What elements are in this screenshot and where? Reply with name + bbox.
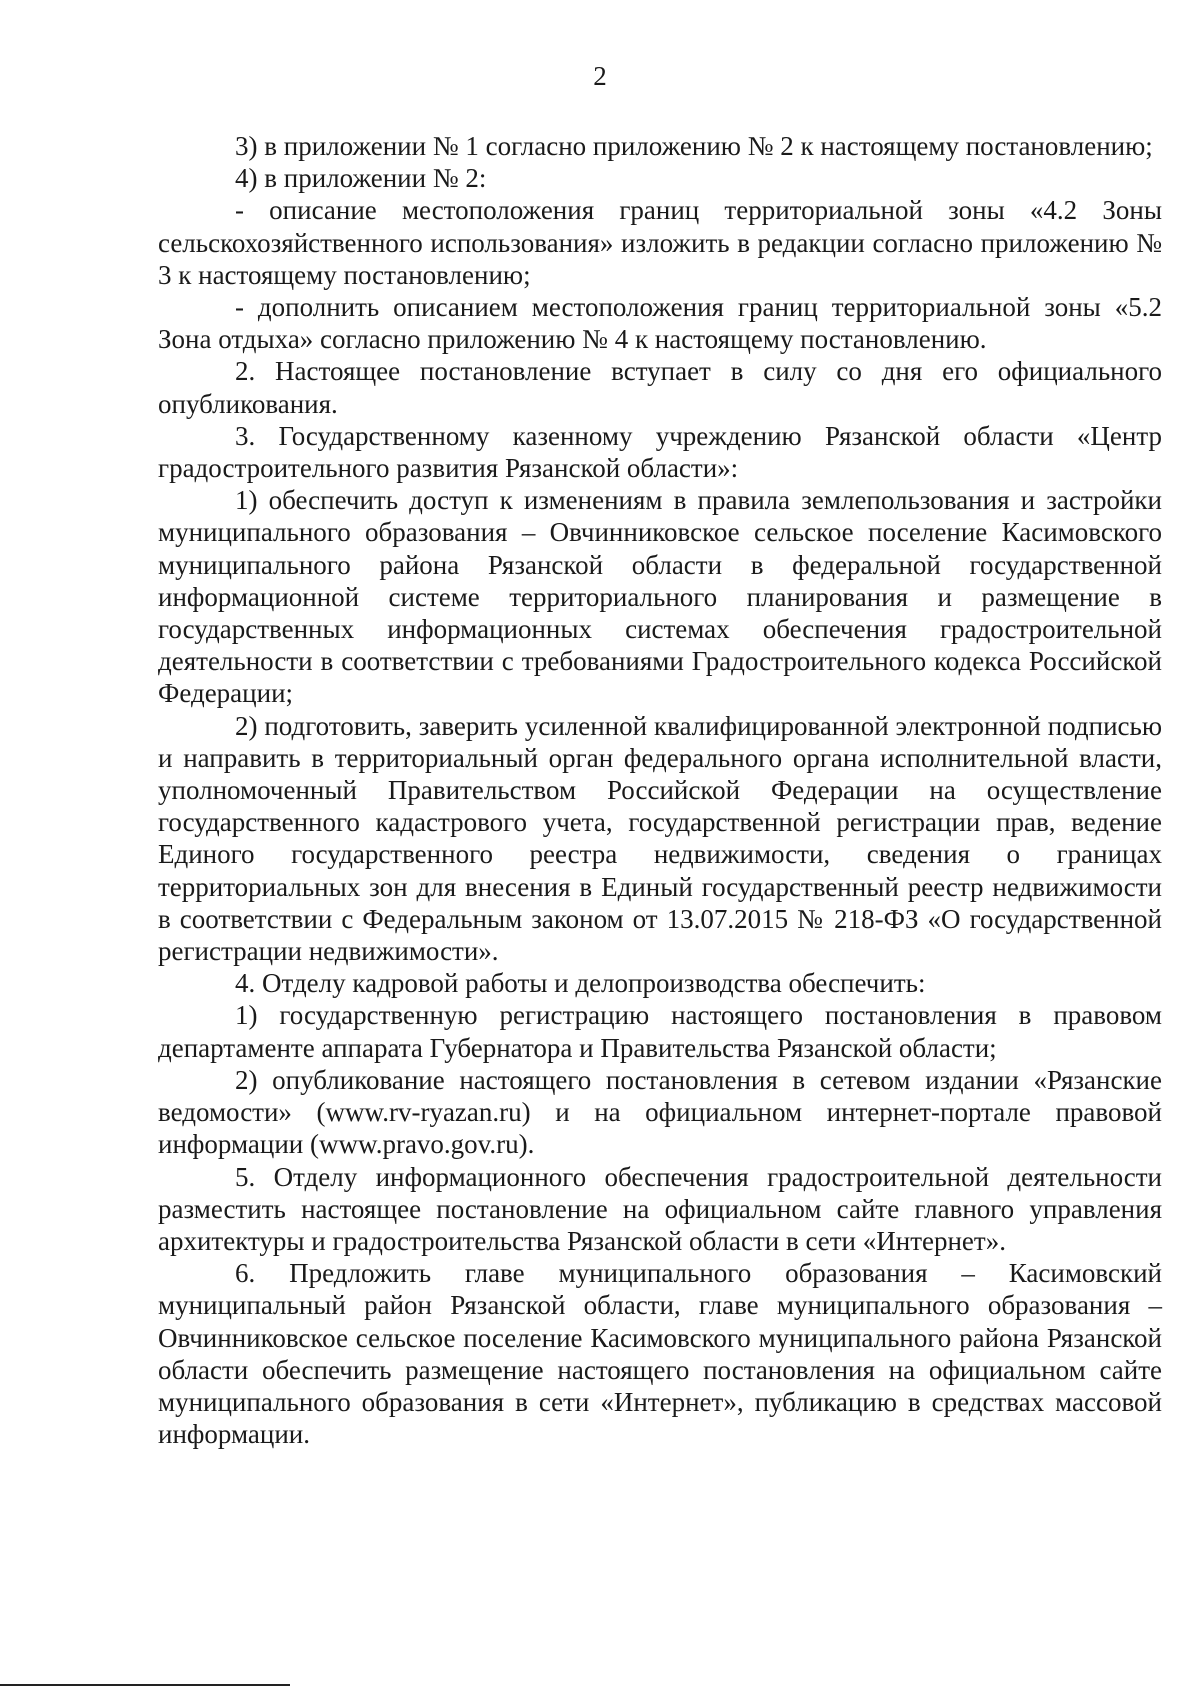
paragraph-section-4-item-2: 2) опубликование настоящего постановления в сетевом издании «Рязанские ведомости» (www.rv-ryazan.ru) и на официальном интернет-портале правовой информации (www.pravo.gov.ru).	[158, 1064, 1162, 1160]
page-number: 2	[593, 61, 607, 91]
paragraph-section-3-item-2: 2) подготовить, заверить усиленной квалифицированной электронной подписью и направить в территориальный орган федерального органа исполнительной власти, уполномоченный Правительством Российской Федерации на осуществление государственного кадастрового учета, государственной регистрации прав, ведение Единого государственного реестра недвижимости, сведения о границах территориальных зон для внесения в Единый государственный реестр недвижимости в соответствии с Федеральным законом от 13.07.2015 № 218-ФЗ «О государственной регистрации недвижимости».	[158, 710, 1162, 967]
paragraph-section-5-info-dept: 5. Отделу информационного обеспечения градостроительной деятельности разместить настоящее постановление на официальном сайте главного управления архитектуры и градостроительства Рязанской области в сети «Интернет».	[158, 1161, 1162, 1256]
paragraph-section-4-item-1: 1) государственную регистрацию настоящего постановления в правовом департаменте аппарата Губернатора и Правительства Рязанской области;	[158, 1000, 1162, 1063]
document-body	[158, 130, 1162, 1450]
paragraph-section-3-center: 3. Государственному казенному учреждению Рязанской области «Центр градостроительного развития Рязанской области»:	[158, 420, 1162, 484]
paragraph-section-4-office: 4. Отделу кадровой работы и делопроизводства обеспечить:	[235, 968, 926, 999]
paragraph-section-3-item-1: 1) обеспечить доступ к изменениям в правила землепользования и застройки муниципального образования – Овчинниковское сельское поселение Касимовского муниципального района Рязанской области в федеральной государственной информационной системе территориального планирования и размещение в государственных информационных системах обеспечения градостроительной деятельности в соответствии с требованиями Градостроительного кодекса Российской Федерации;	[158, 485, 1162, 709]
paragraph-section-2-effective-date: 2. Настоящее постановление вступает в силу со дня его официального опубликования.	[158, 356, 1162, 419]
paragraph-item-3-appendix-1: 3) в приложении № 1 согласно приложению № 2 к настоящему постановлению;	[235, 131, 1153, 161]
footer-divider	[0, 1684, 290, 1686]
paragraph-section-6-municipal: 6. Предложить главе муниципального образования – Касимовский муниципальный район Рязанской области, главе муниципального образования – Овчинниковское сельское поселение Касимовского муниципального района Рязанской области обеспечить размещение настоящего постановления на официальном сайте муниципального образования в сети «Интернет», публикацию в средствах массовой информации.	[158, 1258, 1162, 1450]
paragraph-zone-4-2-description: - описание местоположения границ территориальной зоны «4.2 Зоны сельскохозяйственного использования» изложить в редакции согласно приложению № 3 к настоящему постановлению;	[158, 195, 1162, 290]
paragraph-item-4-appendix-2: 4) в приложении № 2:	[235, 163, 487, 194]
paragraph-zone-5-2-description: - дополнить описанием местоположения границ территориальной зоны «5.2 Зона отдыха» согласно приложению № 4 к настоящему постановлению.	[158, 292, 1162, 355]
